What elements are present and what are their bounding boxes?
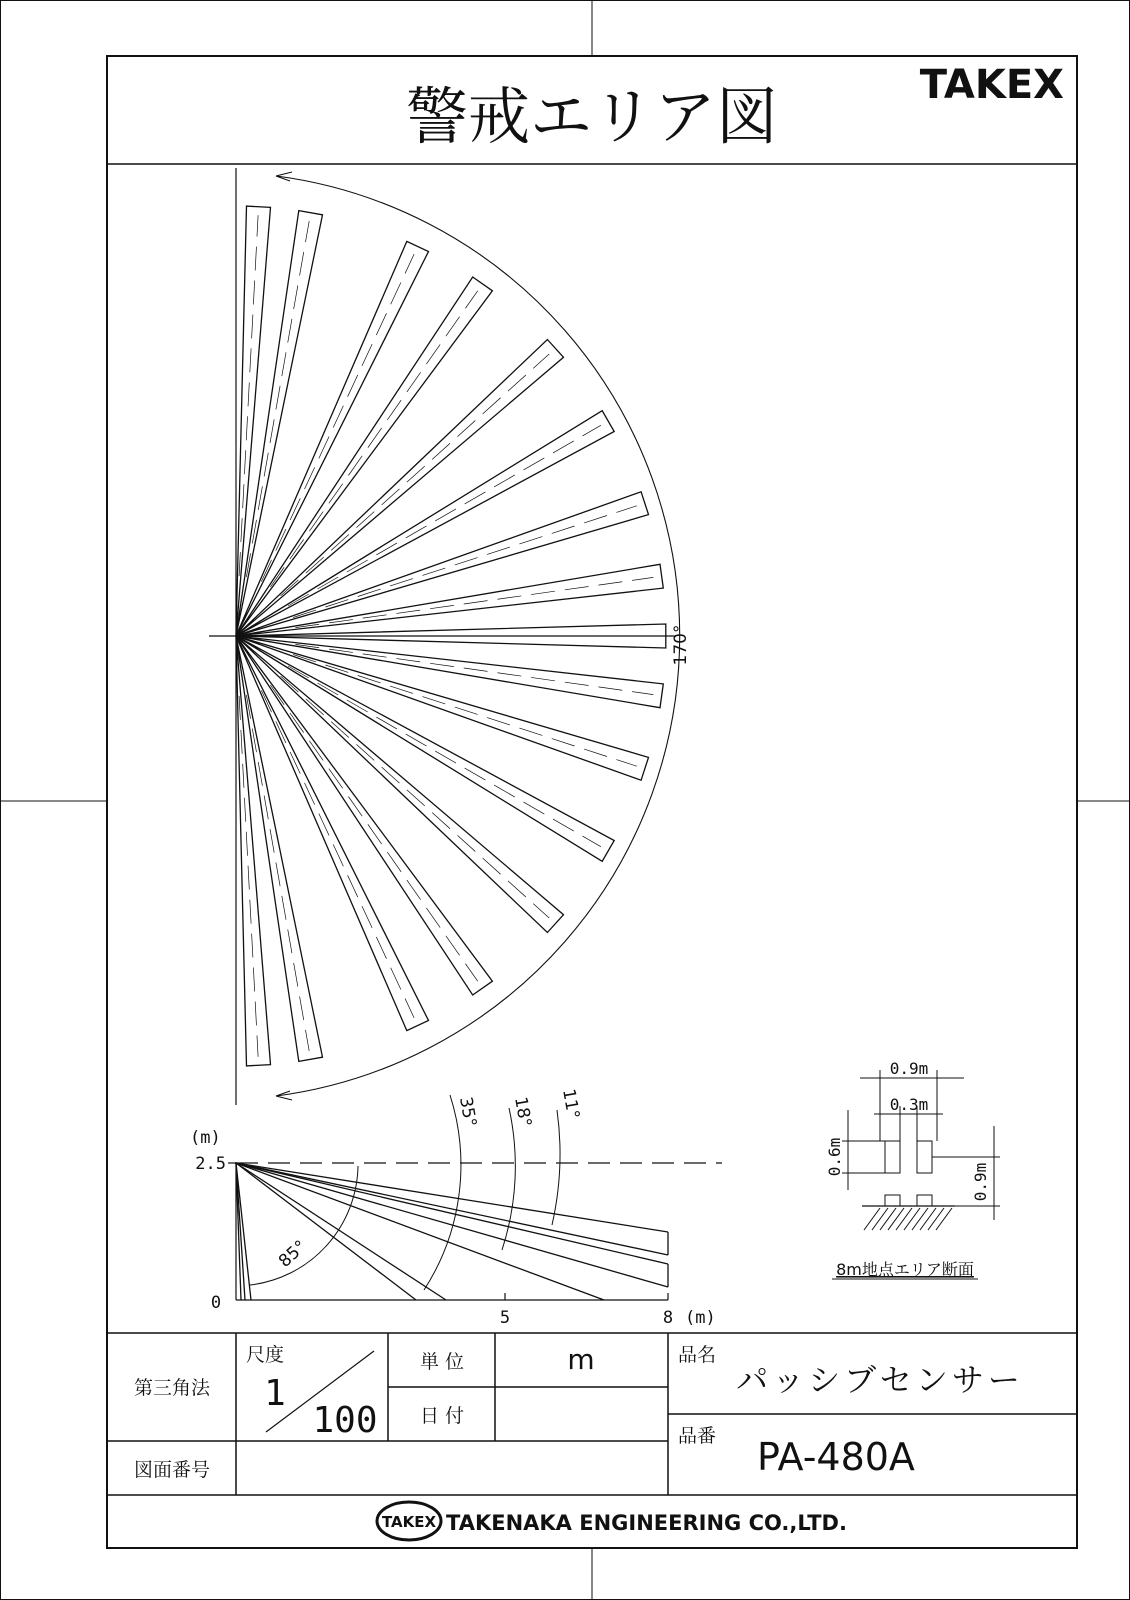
- beam-13: [236, 636, 492, 995]
- y-tick-0: 0: [210, 1293, 222, 1313]
- company-logo-text: TAKEX: [381, 1513, 437, 1531]
- section-detail: [825, 1059, 1000, 1279]
- dim-label-0.3m: 0.3m: [889, 1095, 929, 1114]
- beam-centerline-6: [293, 506, 637, 618]
- beam-centerline-4: [281, 354, 550, 596]
- beam-centerline-15: [246, 695, 309, 1051]
- scale-label: 尺度: [246, 1344, 285, 1366]
- date-label: 日 付: [419, 1405, 465, 1427]
- product-name-label: 品名: [678, 1344, 717, 1366]
- y-tick-2.5: 2.5: [195, 1154, 226, 1174]
- beam-centerline-10: [293, 655, 637, 767]
- product-name: パッシブセンサー: [736, 1361, 1024, 1399]
- ground-hatch: [864, 1208, 952, 1230]
- dim-label-0.6m: 0.6m: [825, 1137, 844, 1177]
- beam-centerline-3: [270, 291, 477, 587]
- scale-denominator: 100: [312, 1400, 378, 1441]
- section-caption: 8m地点エリア断面: [836, 1260, 974, 1279]
- page-title: 警戒エリア図: [405, 80, 779, 153]
- product-no: PA-480A: [757, 1435, 915, 1479]
- brand-logo: TAKEX: [919, 62, 1064, 108]
- dim-label-0.9m-width: 0.9m: [889, 1059, 929, 1078]
- beam-centerline-14: [261, 690, 414, 1018]
- drawing-frame: [107, 56, 1077, 1548]
- x-tick-5: 5: [499, 1308, 511, 1328]
- side-unit-label: (m): [190, 1128, 221, 1148]
- beam-centerline-1: [246, 221, 309, 577]
- product-no-label: 品番: [678, 1425, 717, 1447]
- beam-0: [236, 206, 271, 636]
- unit-value: m: [567, 1343, 595, 1376]
- side-view: [190, 1087, 722, 1328]
- side-beams: [236, 1163, 668, 1300]
- beam-3: [236, 277, 492, 636]
- drawing-no-label: 図面番号: [133, 1459, 211, 1481]
- x-tick-8: 8: [662, 1308, 674, 1328]
- company-name: TAKENAKA ENGINEERING CO.,LTD.: [446, 1511, 847, 1535]
- beam-centerline-2: [261, 254, 414, 581]
- beam-15: [236, 636, 323, 1061]
- dim-label-0.9m-height: 0.9m: [971, 1162, 990, 1202]
- beam-centerline-13: [270, 685, 477, 981]
- angle-label-11: 11°: [558, 1087, 584, 1121]
- beam-16: [236, 636, 271, 1066]
- beam-centerline-12: [281, 676, 550, 918]
- top-view-axes: [209, 168, 676, 1105]
- projection-label: 第三角法: [133, 1377, 211, 1399]
- beam-centerline-5: [288, 425, 601, 606]
- angle-label-170: 170°: [671, 624, 691, 666]
- angle-label-35: 35°: [455, 1095, 481, 1129]
- beam-centerline-11: [288, 666, 601, 847]
- scale-numerator: 1: [264, 1373, 286, 1414]
- unit-label: 単 位: [419, 1351, 465, 1373]
- angle-label-85: 85°: [274, 1236, 311, 1272]
- title-block: [107, 1333, 1077, 1540]
- beam-1: [236, 211, 323, 636]
- top-view: [209, 168, 691, 1105]
- x-unit: (m): [685, 1308, 716, 1328]
- angle-label-18: 18°: [510, 1095, 536, 1129]
